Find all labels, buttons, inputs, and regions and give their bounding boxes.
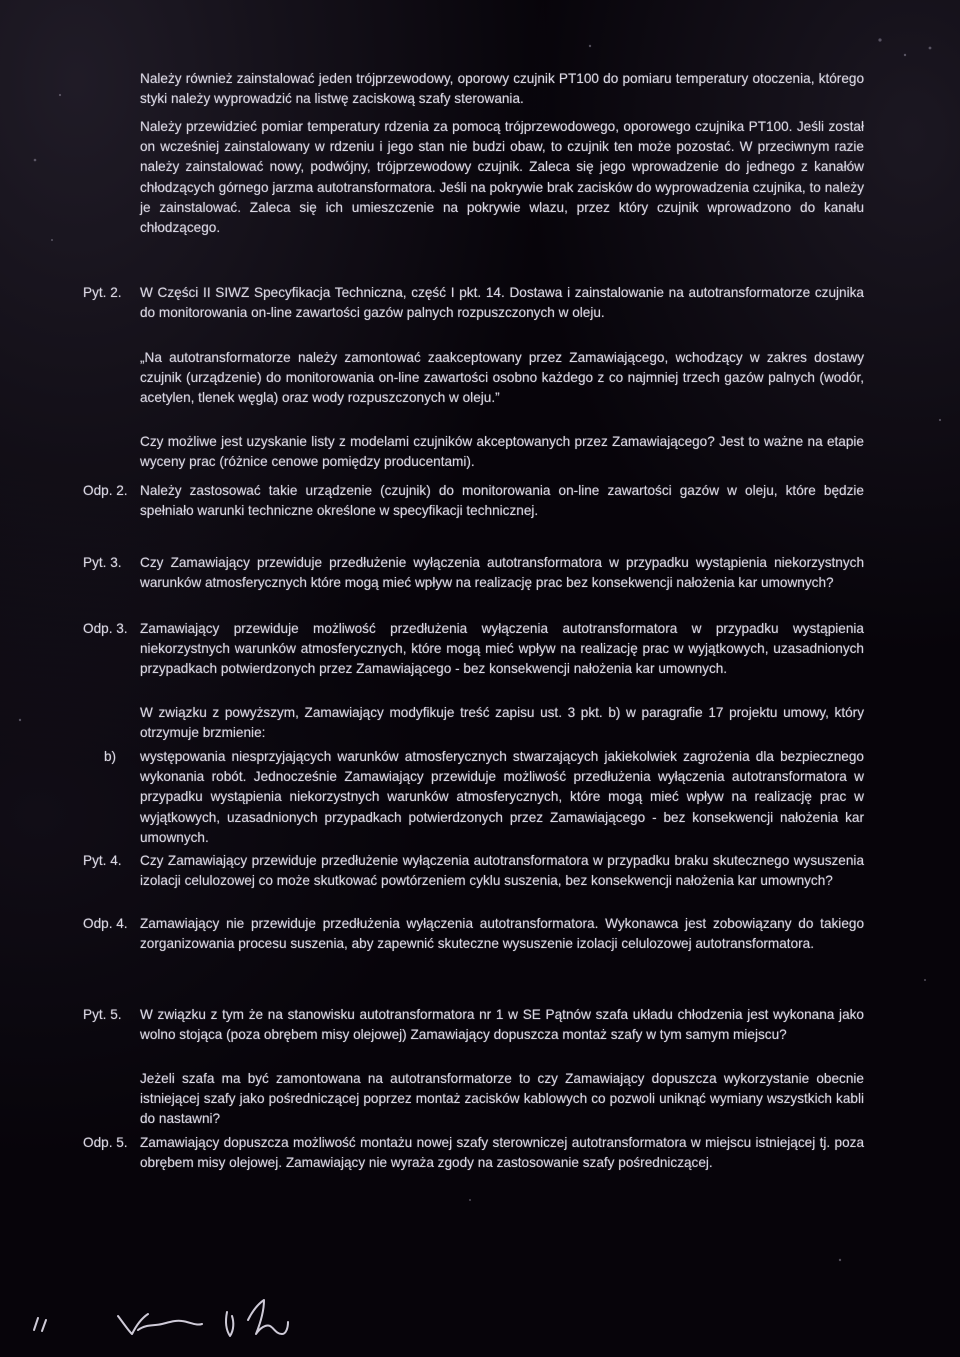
point-b-label: b)	[104, 749, 117, 764]
question-2-quote: „Na autotransformatorze należy zamontować zaakceptowany przez Zamawiającego, wchodzący w zakres dostawy czujnik (urządzenie) do monitorowania on-line zawartości osobno każdego z co najmniej trzech gazów palnych (wodór, acetylen, tlenek węgla) oraz wody rozpuszczonych w oleju.”	[140, 350, 864, 406]
question-3-text: Czy Zamawiający przewiduje przedłużenie wyłączenia autotransformatora w przypadku wystąpienia niekorzystnych warunków atmosferycznych które mogą mieć wpływ na realizację prac bez konsekwencji nałożenia kar umownych?	[140, 555, 864, 591]
answer-4-label: Odp. 4.	[83, 916, 128, 931]
question-4-label: Pyt. 4.	[83, 853, 122, 868]
question-2-text: W Części II SIWZ Specyfikacja Techniczna, część I pkt. 14. Dostawa i zainstalowanie na autotransformatorze czujnika do monitorowania on-line zawartości gazów palnych rozpuszczonych w oleju.	[140, 285, 864, 321]
answer-3-label: Odp. 3.	[83, 621, 128, 636]
question-2-label: Pyt. 2.	[83, 285, 122, 300]
answer-5-text: Zamawiający dopuszcza możliwość montażu nowej szafy sterowniczej autotransformatora w miejscu istniejącej tj. poza obrębem misy olejowej. Zamawiający nie wyraża zgody na zastosowanie szafy pośredniczącej.	[140, 1135, 864, 1171]
answer-4-text: Zamawiający nie przewiduje przedłużenia wyłączenia autotransformatora. Wykonawca jest zobowiązany do takiego zorganizowania procesu suszenia, aby zapewnić skuteczne wysuszenie izolacji celulozowej autotransformatora.	[140, 916, 864, 952]
answer-2-text: Należy zastosować takie urządzenie (czujnik) do monitorowania on-line zawartości gazów w oleju, które będzie spełniało warunki techniczne określone w specyfikacji technicznej.	[140, 483, 864, 519]
answer-3-text: Zamawiający przewiduje możliwość przedłużenia wyłączenia autotransformatora w przypadku wystąpienia niekorzystnych warunków atmosferycznych, które mogą mieć wpływ na realizację prac w wyjątkowych, uzasadnionych przypadkach potwierdzonych przez Zamawiającego - bez konsekwencji nałożenia kar umownych.	[140, 621, 864, 677]
question-5-followup: Jeżeli szafa ma być zamontowana na autotransformatorze to czy Zamawiający dopuszcza wykorzystanie obecnie istniejącej szafy jako pośredniczącej poprzez montaż zacisków kablowych co pozwoli uniknąć wymiany wszystkich kabli do nastawni?	[140, 1071, 864, 1127]
question-2-ask: Czy możliwe jest uzyskanie listy z modelami czujników akceptowanych przez Zamawiającego? Jest to ważne na etapie wyceny prac (różnice cenowe pomiędzy producentami).	[140, 434, 864, 470]
answer-5-label: Odp. 5.	[83, 1135, 128, 1150]
paragraph-ambient-sensor: Należy również zainstalować jeden trójprzewodowy, oporowy czujnik PT100 do pomiaru temperatury otoczenia, którego styki należy wyprowadzić na listwę zaciskową szafy sterowania.	[140, 71, 864, 107]
point-b-text: występowania niesprzyjających warunków atmosferycznych stwarzających jakiekolwiek zagrożenia dla bezpiecznego wykonania robót. Jednocześnie Zamawiający przewiduje możliwość przedłużenia wyłączenia autotransformatora w przypadku wystąpienia niekorzystnych warunków atmosferycznych, które mogą mieć wpływ na realizację prac w wyjątkowych, uzasadnionych przypadkach potwierdzonych przez Zamawiającego - bez konsekwencji nałożenia kar umownych.	[140, 749, 864, 845]
paragraph-core-sensor: Należy przewidzieć pomiar temperatury rdzenia za pomocą trójprzewodowego, oporowego czujnika PT100. Jeśli został on wcześniej zainstalowany w rdzeniu i jego stan nie budzi obaw, to czujnik ten może pozostać. W przeciwnym razie należy zainstalować nowy, podwójny, trójprzewodowy czujnik. Zaleca się jego wprowadzenie do jednego z kanałów chłodzących górnego jarzma autotransformatora. Jeśli na pokrywie brak zacisków do wyprowadzenia czujnika, to należy je zainstalować. Zaleca się ich umieszczenie na pokrywie wlazu, przez który czujnik wprowadzono do kanału chłodzącego.	[140, 119, 864, 236]
question-4-text: Czy Zamawiający przewiduje przedłużenie wyłączenia autotransformatora w przypadku braku skutecznego wysuszenia izolacji celulozowej co może skutkować powtórzeniem cyklu suszenia, bez konsekwencji nałożenia kar umownych?	[140, 853, 864, 889]
answer-2-label: Odp. 2.	[83, 483, 128, 498]
answer-3-modification: W związku z powyższym, Zamawiający modyfikuje treść zapisu ust. 3 pkt. b) w paragrafie 17 projektu umowy, który otrzymuje brzmienie:	[140, 705, 864, 741]
question-5-text: W związku z tym że na stanowisku autotransformatora nr 1 w SE Pątnów szafa układu chłodzenia jest wykonana jako wolno stojąca (poza obrębem misy olejowej) Zamawiający dopuszcza montaż szafy w tym samym miejscu?	[140, 1007, 864, 1043]
question-5-label: Pyt. 5.	[83, 1007, 122, 1022]
question-3-label: Pyt. 3.	[83, 555, 122, 570]
